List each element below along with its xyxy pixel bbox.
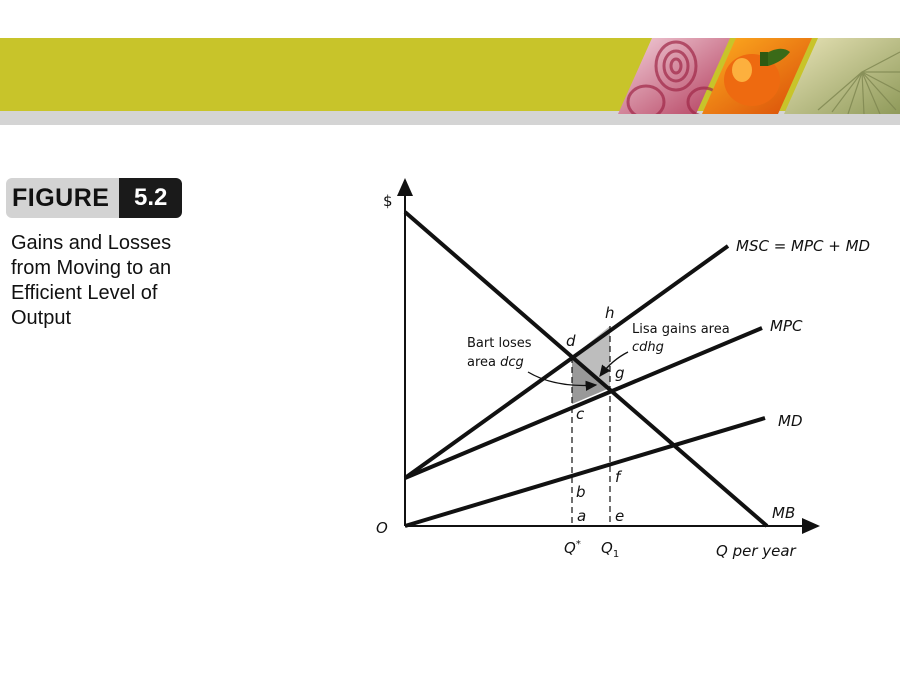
caption-line: Output bbox=[11, 307, 72, 329]
bart-note-line1: Bart loses bbox=[467, 336, 532, 351]
lisa-note-line1: Lisa gains area bbox=[632, 322, 730, 337]
msc-label: MSC = MPC + MD bbox=[736, 237, 871, 255]
caption-line: Gains and Losses bbox=[11, 232, 172, 254]
point-d-label: d bbox=[566, 332, 576, 350]
mb-label: MB bbox=[772, 504, 796, 522]
md-label: MD bbox=[778, 412, 803, 430]
point-b-label: b bbox=[576, 483, 586, 501]
point-e-label: e bbox=[615, 507, 625, 525]
point-c-label: c bbox=[576, 405, 585, 423]
point-f-label: f bbox=[615, 468, 621, 486]
point-a-label: a bbox=[577, 507, 587, 525]
q-star-label: Q* bbox=[564, 539, 581, 557]
x-axis-label: Q per year bbox=[716, 542, 796, 560]
point-h-label: h bbox=[605, 304, 615, 322]
figure-number: 5.2 bbox=[119, 178, 182, 218]
origin-label: O bbox=[376, 519, 388, 537]
mpc-label: MPC bbox=[770, 317, 803, 335]
y-axis-label: $ bbox=[383, 192, 393, 210]
lisa-note-line2: cdhg bbox=[632, 340, 664, 355]
caption-line: Efficient Level of bbox=[11, 282, 158, 304]
caption-line: from Moving to an bbox=[11, 257, 172, 279]
q1-label: $Q_1$ bbox=[601, 539, 620, 560]
point-g-label: g bbox=[615, 364, 625, 382]
bart-note-line2: area dcg bbox=[467, 355, 524, 370]
figure-word: FIGURE bbox=[6, 178, 119, 218]
